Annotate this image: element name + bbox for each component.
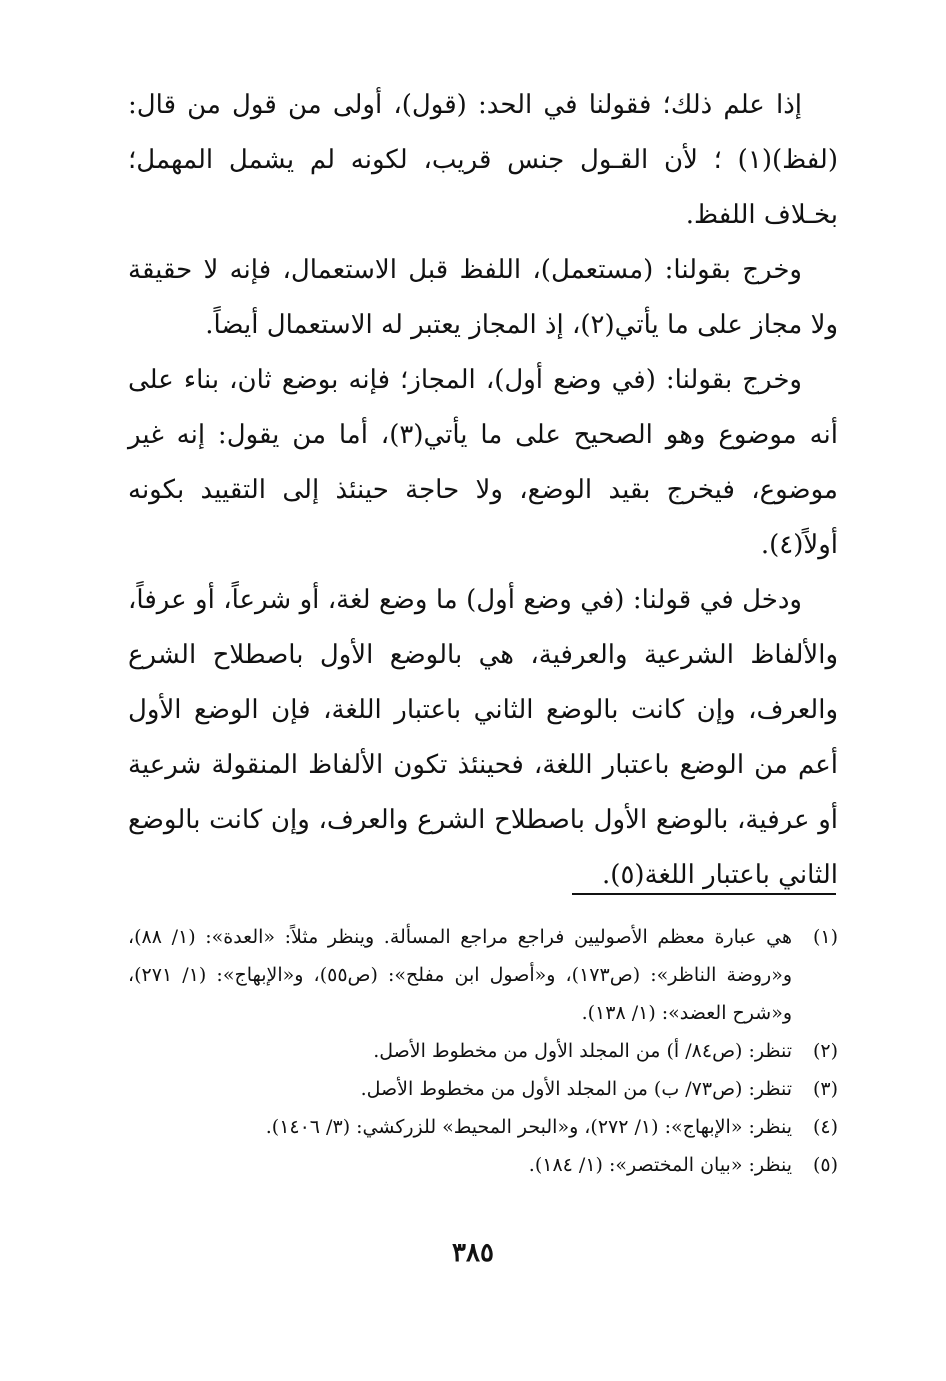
footnote-number: (٢) [812, 1040, 838, 1062]
footnote-text: هي عبارة معظم الأصوليين فراجع مراجع المسألة. وينظر مثلاً: «العدة»: (١/ ٨٨)، و«روضة الناظر»: (ص١٧٣)، و«أصول ابن مفلح»: (ص٥٥)، و«الإبهاج»: (١/ ٢٧١)، و«شرح العضد»: (١/ ١٣٨). [128, 926, 792, 1024]
footnote-2 [128, 1032, 838, 1070]
footnote-4 [128, 1108, 838, 1146]
footnote-text: تنظر: (ص٨٤/ أ) من المجلد الأول من مخطوط الأصل. [373, 1040, 792, 1062]
paragraph-2: وخرج بقولنا: (مستعمل)، اللفظ قبل الاستعمال، فإنه لا حقيقة ولا مجاز على ما يأتي(٢)، إذ المجاز يعتبر له الاستعمال أيضاً. [128, 255, 838, 340]
footnote-text: ينظر: «الإبهاج»: (١/ ٢٧٢)، و«البحر المحيط» للزركشي: (٣/ ١٤٠٦). [265, 1116, 792, 1138]
paragraph-4: ودخل في قولنا: (في وضع أول) ما وضع لغة، أو شرعاً، أو عرفاً، والألفاظ الشرعية والعرفية، هي بالوضع الأول باصطلاح الشرع والعرف، وإن كانت بالوضع الثاني باعتبار اللغة، فإن الوضع الأول أعم من الوضع باعتبار اللغة، فحينئذ تكون الألفاظ المنقولة شرعية أو عرفية، بالوضع الأول باصطلاح الشرع والعرف، وإن كانت بالوضع الثاني باعتبار اللغة(٥). [128, 585, 838, 890]
footnote-text: ينظر: «بيان المختصر»: (١/ ١٨٤). [528, 1154, 792, 1176]
footnote-number: (١) [812, 926, 838, 948]
footnote-1 [128, 918, 838, 1032]
page-number: ٣٨٥ [452, 1238, 494, 1268]
paragraph-1: إذا علم ذلك؛ فقولنا في الحد: (قول)، أولى من قول من قال: (لفظ)(١) ؛ لأن القـول جنس قريب، لكونه لم يشمل المهمل؛ بخـلاف اللفظ. [128, 90, 838, 230]
main-text [128, 78, 838, 903]
footnote-number: (٣) [812, 1078, 838, 1100]
footnote-number: (٤) [812, 1116, 838, 1138]
footnote-3 [128, 1070, 838, 1108]
footnotes [128, 918, 838, 1184]
footnote-separator [572, 893, 836, 895]
footnote-number: (٥) [812, 1154, 838, 1176]
footnote-5 [128, 1146, 838, 1184]
paragraph-3: وخرج بقولنا: (في وضع أول)، المجاز؛ فإنه بوضع ثان، بناء على أنه موضوع وهو الصحيح على ما يأتي(٣)، أما من يقول: إنه غير موضوع، فيخرج بقيد الوضع، ولا حاجة حينئذ إلى التقييد بكونه أولاً(٤). [128, 365, 838, 560]
footnote-text: تنظر: (ص٧٣/ ب) من المجلد الأول من مخطوط الأصل. [360, 1078, 792, 1100]
